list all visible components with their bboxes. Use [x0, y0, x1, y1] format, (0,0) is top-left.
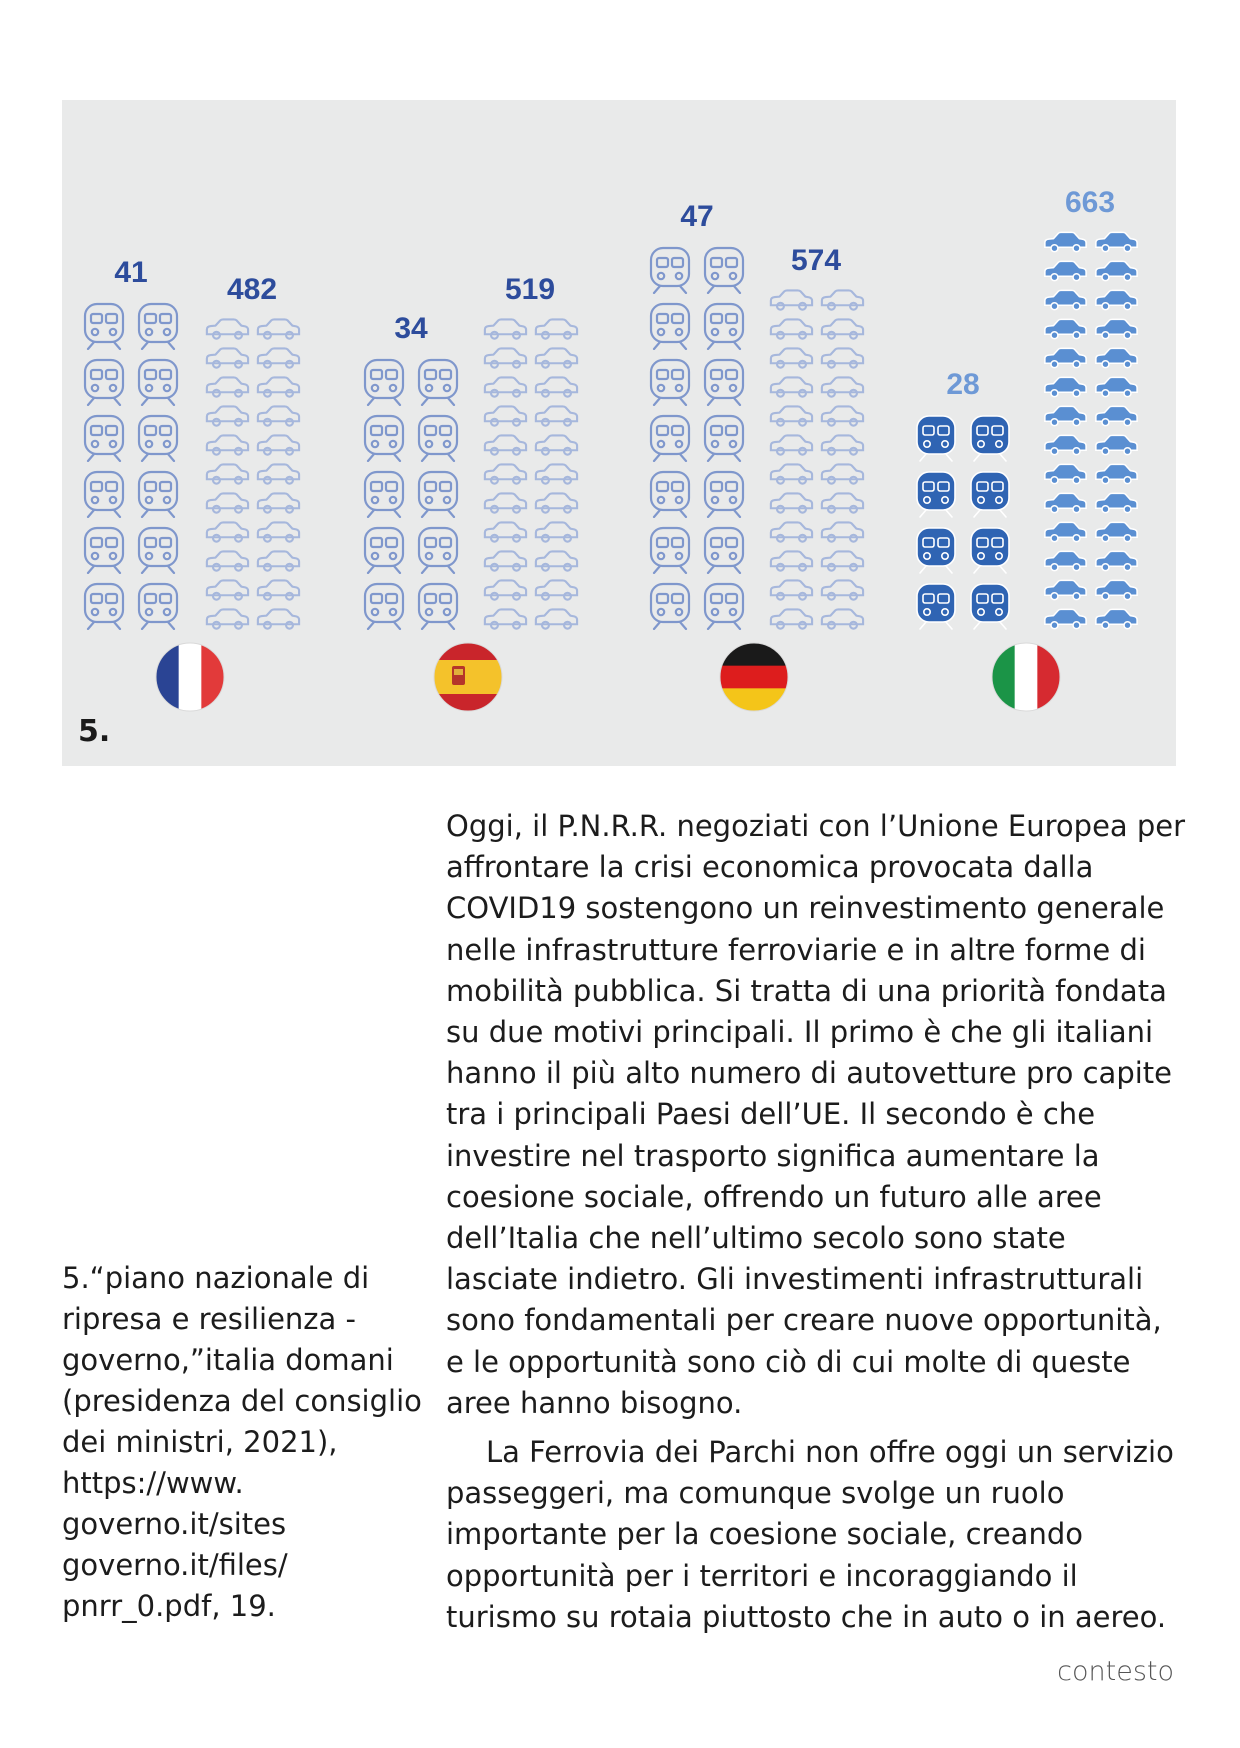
- car-icon: [1045, 609, 1086, 628]
- train-icon: [705, 528, 743, 573]
- train-icon: [85, 304, 123, 349]
- car-icon: [207, 406, 248, 425]
- car-icon: [536, 609, 577, 628]
- car-icon: [1096, 551, 1137, 570]
- car-icon: [822, 464, 863, 483]
- car-icon: [1096, 493, 1137, 512]
- train-icon: [85, 416, 123, 461]
- train-icon: [419, 472, 457, 517]
- car-icon: [1096, 464, 1137, 483]
- car-icon: [822, 290, 863, 309]
- car-icon: [1096, 435, 1137, 454]
- train-icon: [971, 416, 1009, 461]
- car-icon: [207, 551, 248, 570]
- train-icon: [365, 472, 403, 517]
- car-icon: [1096, 406, 1137, 425]
- train-icon: [85, 472, 123, 517]
- car-icon: [485, 580, 526, 599]
- train-icon: [971, 528, 1009, 573]
- train-icon: [705, 472, 743, 517]
- train-icon: [419, 416, 457, 461]
- car-icon: [822, 551, 863, 570]
- car-icon: [1045, 377, 1086, 396]
- car-icon: [771, 609, 812, 628]
- train-icon: [85, 584, 123, 629]
- car-icon: [207, 435, 248, 454]
- car-icon: [485, 551, 526, 570]
- car-icon: [822, 580, 863, 599]
- train-icon: [85, 360, 123, 405]
- car-icon: [771, 290, 812, 309]
- train-value-label-france: 41: [114, 256, 148, 289]
- train-icon: [705, 360, 743, 405]
- car-icon: [1045, 464, 1086, 483]
- train-icon: [365, 584, 403, 629]
- train-icon: [139, 584, 177, 629]
- car-icon: [771, 377, 812, 396]
- train-icon: [419, 360, 457, 405]
- train-icon: [651, 304, 689, 349]
- figure-number: 5.: [78, 714, 111, 749]
- car-icon: [207, 522, 248, 541]
- train-icon: [705, 248, 743, 293]
- car-icon: [1096, 609, 1137, 628]
- train-icon: [139, 304, 177, 349]
- car-icon: [1096, 348, 1137, 367]
- car-icon: [771, 522, 812, 541]
- car-icon: [258, 522, 299, 541]
- train-icon: [917, 472, 955, 517]
- car-icon: [207, 609, 248, 628]
- car-icon: [485, 319, 526, 338]
- car-icon: [258, 609, 299, 628]
- train-icon: [705, 584, 743, 629]
- car-icon: [258, 464, 299, 483]
- car-icon: [485, 522, 526, 541]
- train-icon: [651, 248, 689, 293]
- car-icon: [771, 348, 812, 367]
- body-paragraph-1: Oggi, il P.N.R.R. negoziati con l’Unione Europea per affrontare la crisi economica provocata dalla COVID19 sostengono un reinvestimento generale nelle infrastrutture ferroviarie e in altre forme di mobilità pubblica. Si tratta di una priorità fondata su due motivi principali. Il primo è che gli italiani hanno il più alto numero di autovetture pro capite tra i principali Paesi dell’UE. Il secondo è che investire nel trasporto significa aumentare la coesione sociale, offrendo un futuro alle aree dell’Italia che nell’ultimo secolo sono state lasciate indietro. Gli investimenti infrastrutturali sono fondamentali per creare nuove opportunità, e le opportunità sono ciò di cui molte di queste aree hanno bisogno.: [446, 809, 1186, 1420]
- car-icon: [536, 435, 577, 454]
- car-icon: [258, 406, 299, 425]
- body-paragraph-2: La Ferrovia dei Parchi non offre oggi un servizio passeggeri, ma comunque svolge un ruolo importante per la coesione sociale, creando opportunità per i territori e incoraggiando il turismo su rotaia piuttosto che in auto o in aereo.: [446, 1435, 1174, 1634]
- train-icon: [365, 528, 403, 573]
- car-icon: [536, 348, 577, 367]
- car-icon: [1045, 551, 1086, 570]
- car-icon: [536, 406, 577, 425]
- car-icon: [822, 609, 863, 628]
- car-icon: [1045, 435, 1086, 454]
- train-icon: [971, 584, 1009, 629]
- car-icon: [536, 522, 577, 541]
- car-icon: [207, 377, 248, 396]
- car-icon: [1096, 580, 1137, 599]
- train-icon: [139, 472, 177, 517]
- section-label: contesto: [1057, 1656, 1174, 1687]
- car-icon: [1045, 522, 1086, 541]
- car-value-label-italy: 663: [1064, 186, 1116, 219]
- train-icon: [651, 584, 689, 629]
- car-icon: [485, 609, 526, 628]
- car-icon: [771, 493, 812, 512]
- train-icon: [917, 528, 955, 573]
- car-icon: [207, 464, 248, 483]
- car-icon: [822, 377, 863, 396]
- car-icon: [1045, 406, 1086, 425]
- train-icon: [419, 528, 457, 573]
- car-icon: [485, 464, 526, 483]
- train-icon: [419, 584, 457, 629]
- train-icon: [85, 528, 123, 573]
- car-icon: [485, 435, 526, 454]
- train-icon: [139, 528, 177, 573]
- car-icon: [485, 493, 526, 512]
- train-icon: [705, 304, 743, 349]
- car-icon: [1045, 493, 1086, 512]
- car-icon: [822, 348, 863, 367]
- car-icon: [822, 406, 863, 425]
- car-icon: [771, 435, 812, 454]
- car-icon: [485, 406, 526, 425]
- car-icon: [771, 319, 812, 338]
- train-icon: [365, 416, 403, 461]
- car-value-label-germany: 574: [790, 244, 842, 277]
- train-icon: [365, 360, 403, 405]
- car-icon: [1096, 261, 1137, 280]
- car-icon: [536, 377, 577, 396]
- car-icon: [207, 580, 248, 599]
- car-icon: [258, 493, 299, 512]
- car-icon: [258, 377, 299, 396]
- car-icon: [258, 580, 299, 599]
- car-icon: [1045, 290, 1086, 309]
- train-icon: [139, 416, 177, 461]
- train-icon: [139, 360, 177, 405]
- car-icon: [536, 319, 577, 338]
- car-icon: [207, 348, 248, 367]
- car-icon: [1045, 319, 1086, 338]
- car-value-label-france: 482: [226, 273, 278, 306]
- car-icon: [485, 377, 526, 396]
- car-icon: [1045, 580, 1086, 599]
- train-icon: [651, 472, 689, 517]
- car-icon: [1045, 348, 1086, 367]
- train-icon: [651, 528, 689, 573]
- train-icon: [917, 416, 955, 461]
- train-icon: [917, 584, 955, 629]
- car-value-label-spain: 519: [504, 273, 556, 306]
- car-icon: [1096, 319, 1137, 338]
- car-icon: [1096, 290, 1137, 309]
- train-icon: [971, 472, 1009, 517]
- train-value-label-italy: 28: [946, 368, 980, 401]
- car-icon: [536, 493, 577, 512]
- car-icon: [258, 435, 299, 454]
- car-icon: [771, 464, 812, 483]
- footnote: [62, 1258, 422, 1627]
- train-value-label-germany: 47: [680, 200, 714, 233]
- car-icon: [258, 348, 299, 367]
- chart-canvas: [62, 100, 1176, 766]
- car-icon: [258, 551, 299, 570]
- car-icon: [207, 493, 248, 512]
- train-icon: [651, 360, 689, 405]
- car-icon: [1045, 261, 1086, 280]
- train-icon: [705, 416, 743, 461]
- car-icon: [485, 348, 526, 367]
- car-icon: [207, 319, 248, 338]
- body-text: [446, 806, 1186, 1638]
- train-value-label-spain: 34: [394, 312, 428, 345]
- car-icon: [771, 580, 812, 599]
- car-icon: [536, 551, 577, 570]
- car-icon: [822, 435, 863, 454]
- car-icon: [822, 493, 863, 512]
- car-icon: [536, 580, 577, 599]
- car-icon: [1045, 232, 1086, 251]
- car-icon: [771, 406, 812, 425]
- car-icon: [536, 464, 577, 483]
- car-icon: [1096, 377, 1137, 396]
- pictogram-chart: [62, 100, 1176, 766]
- car-icon: [771, 551, 812, 570]
- car-icon: [258, 319, 299, 338]
- car-icon: [822, 522, 863, 541]
- car-icon: [1096, 232, 1137, 251]
- car-icon: [1096, 522, 1137, 541]
- train-icon: [651, 416, 689, 461]
- car-icon: [822, 319, 863, 338]
- footnote-text: 5.“piano nazionale di ripresa e resilienza - governo,”italia domani (presidenza del consiglio dei ministri, 2021), https://www. governo.it/sites governo.it/files/ pnrr_0.pdf, 19.: [62, 1261, 422, 1623]
